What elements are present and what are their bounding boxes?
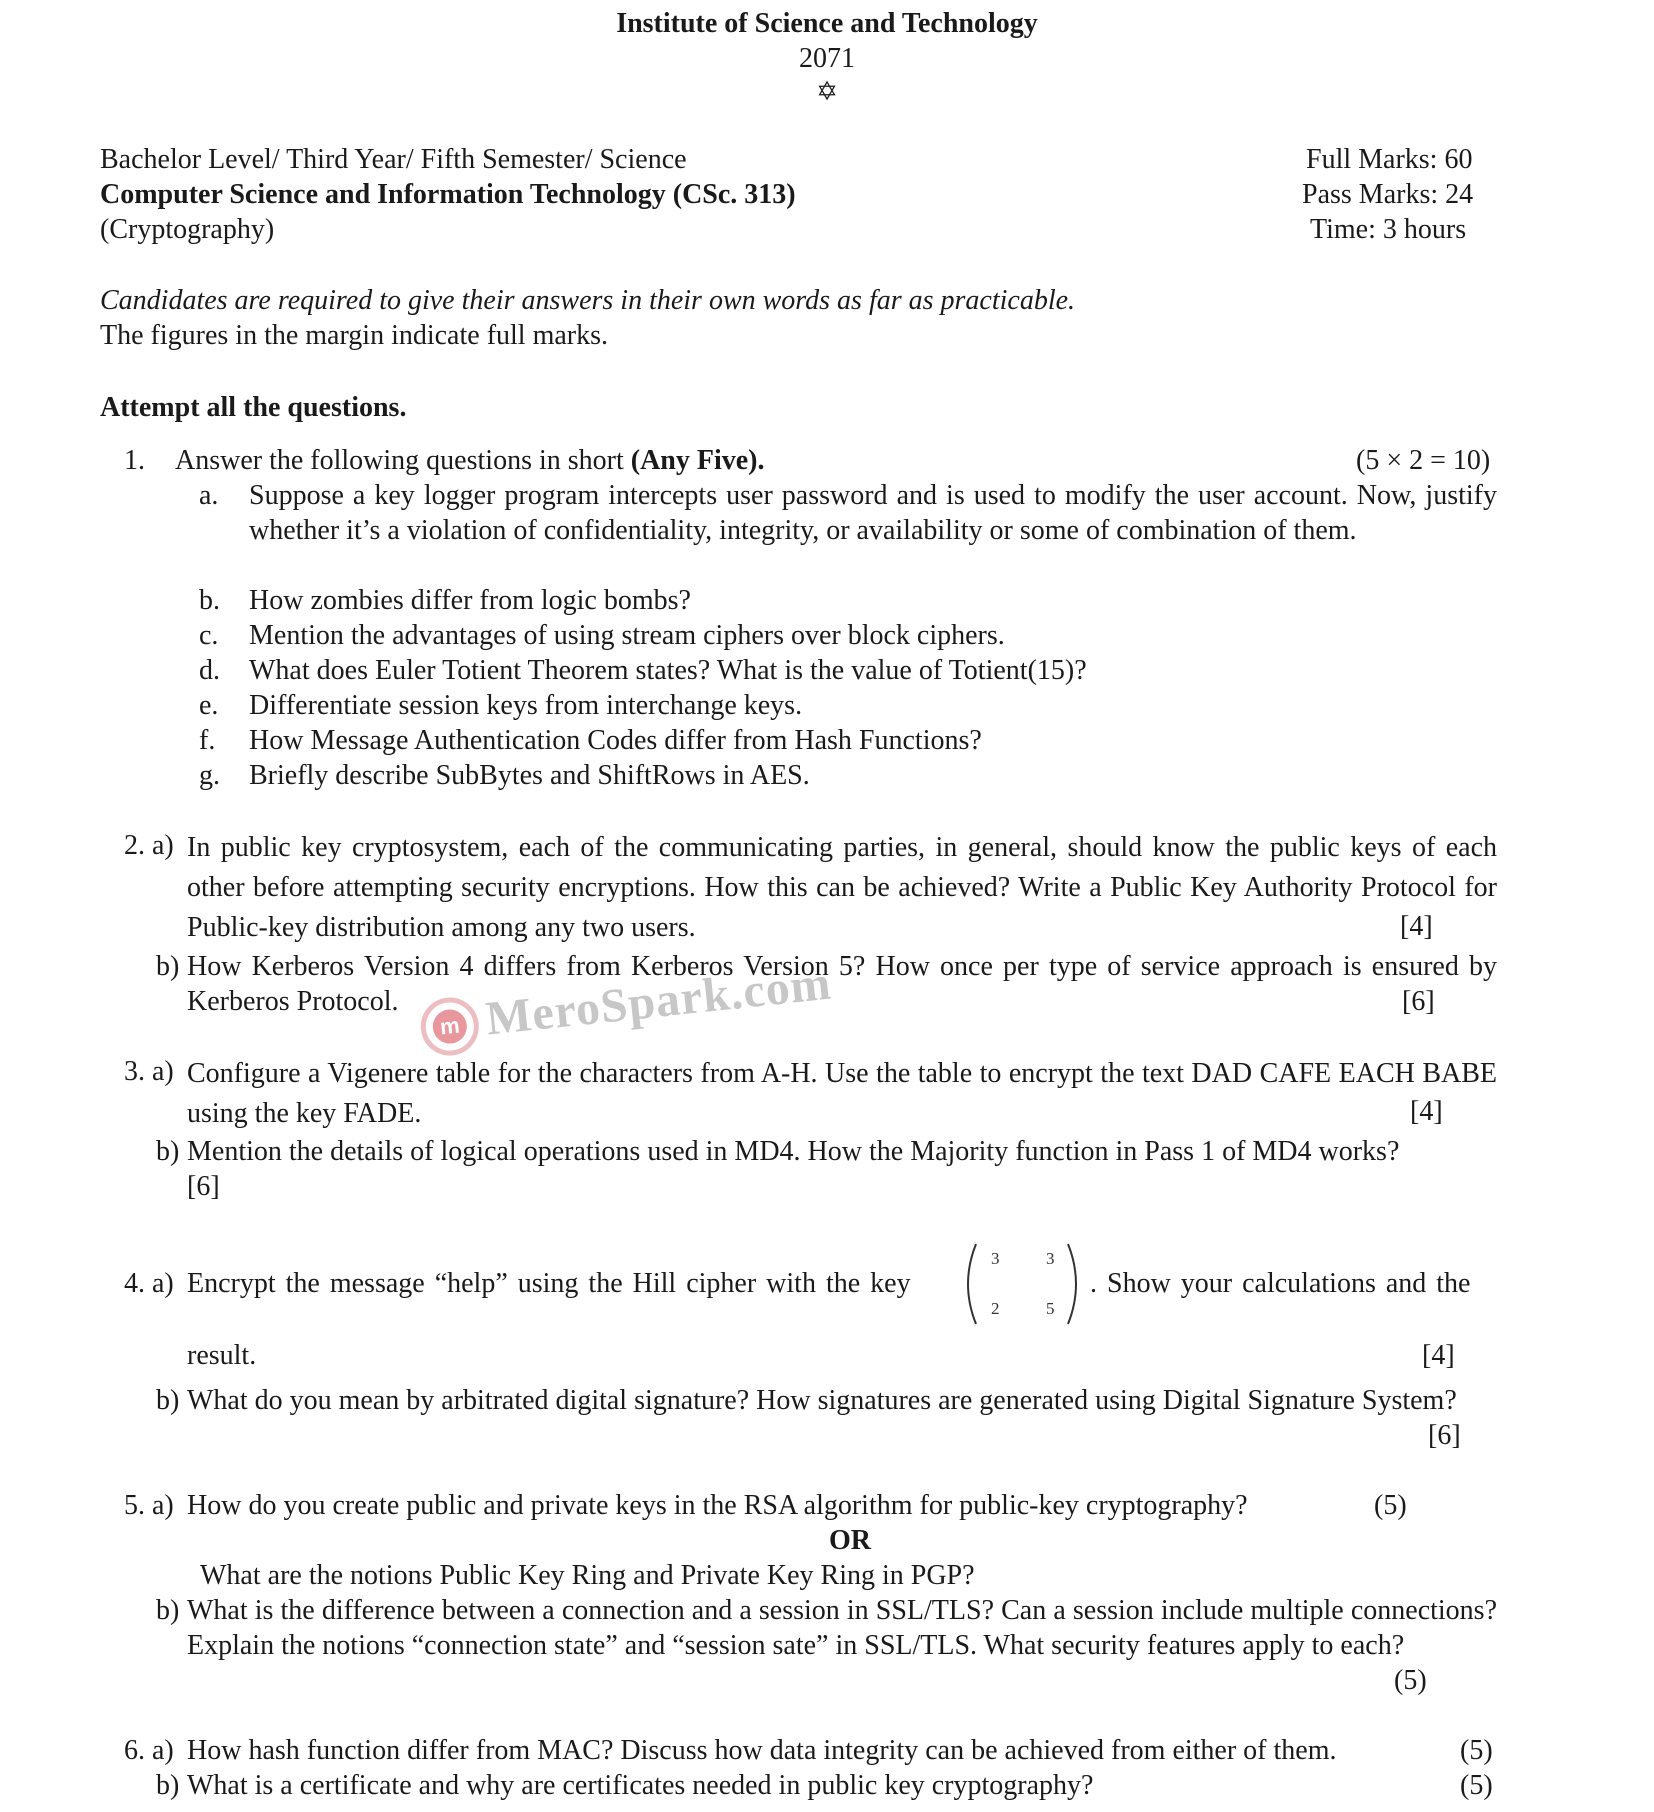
q2b-label: b) bbox=[156, 951, 180, 982]
q3b-text: Mention the details of logical operations used in MD4. How the Majority function in Pass 1 of MD4 works? bbox=[187, 1136, 1400, 1167]
q6b-marks: (5) bbox=[1460, 1770, 1493, 1801]
q1-item-label: c. bbox=[199, 620, 219, 651]
q3a-label: 3. a) bbox=[124, 1056, 174, 1087]
q4b-marks: [6] bbox=[1428, 1420, 1461, 1451]
q3a-marks: [4] bbox=[1410, 1096, 1443, 1127]
q1-any-five: (Any Five). bbox=[630, 445, 765, 476]
q1-item-label: e. bbox=[199, 690, 219, 721]
matrix-brackets bbox=[958, 1238, 1086, 1330]
q1-item-text: Briefly describe SubBytes and ShiftRows in AES. bbox=[249, 760, 810, 791]
q1-item-label: f. bbox=[199, 725, 216, 756]
q4a-marks: [4] bbox=[1422, 1340, 1455, 1371]
q6a-label: 6. a) bbox=[124, 1735, 174, 1766]
q5a-marks: (5) bbox=[1374, 1490, 1407, 1521]
q1-item-text: Suppose a key logger program intercepts user password and is used to modify the user account. Now, justify whether it’s a violation of confidentiality, integrity, or availability or some of combination of them. bbox=[249, 480, 1497, 546]
subject-name: (Cryptography) bbox=[100, 214, 275, 245]
exam-year: 2071 bbox=[799, 43, 855, 74]
q4a-text: Encrypt the message “help” using the Hill cipher with the key bbox=[187, 1268, 911, 1299]
course-title: Computer Science and Information Technology (CSc. 313) bbox=[100, 179, 796, 210]
merospark-logo-icon: m bbox=[418, 995, 482, 1059]
q4b-label: b) bbox=[156, 1385, 180, 1416]
q5b-label: b) bbox=[156, 1595, 180, 1626]
q2a-text: In public key cryptosystem, each of the communicating parties, in general, should know the public keys of each other before attempting security encryptions. How this can be achieved? Write a Public Key Authority Protocol for Public-key distribution among any two users. bbox=[187, 832, 1497, 943]
q3a-text: Configure a Vigenere table for the characters from A-H. Use the table to encrypt the text DAD CAFE EACH BABE using the key FADE. bbox=[187, 1058, 1497, 1129]
q4b-text: What do you mean by arbitrated digital signature? How signatures are generated using Digital Signature System? bbox=[187, 1385, 1457, 1416]
matrix-cell: 2 bbox=[991, 1299, 1000, 1318]
q2a-marks: [4] bbox=[1400, 911, 1433, 942]
q4a-text-after: . Show your calculations and the bbox=[1090, 1268, 1471, 1299]
star-emblem-icon: ✡ bbox=[816, 77, 838, 106]
q1-text bbox=[175, 443, 765, 478]
q3b-marks: [6] bbox=[187, 1171, 220, 1202]
q4a-label: 4. a) bbox=[124, 1268, 174, 1299]
time-allowed: Time: 3 hours bbox=[1310, 214, 1467, 245]
full-marks: Full Marks: 60 bbox=[1306, 144, 1473, 175]
q5a-alternative: What are the notions Public Key Ring and Private Key Ring in PGP? bbox=[200, 1560, 975, 1591]
q1-marks: (5 × 2 = 10) bbox=[1356, 445, 1491, 476]
q1-item-text: How Message Authentication Codes differ from Hash Functions? bbox=[249, 725, 982, 756]
q2b-text: How Kerberos Version 4 differs from Kerberos Version 5? How once per type of service approach is ensured by Kerberos Protocol. bbox=[187, 951, 1497, 1017]
level-line: Bachelor Level/ Third Year/ Fifth Semester/ Science bbox=[100, 144, 687, 175]
q4a-text-cont: result. bbox=[187, 1340, 257, 1371]
q6b-text: What is a certificate and why are certificates needed in public key cryptography? bbox=[187, 1770, 1094, 1801]
q6a-text: How hash function differ from MAC? Discuss how data integrity can be achieved from either of them. bbox=[187, 1735, 1337, 1766]
q1-item-label: a. bbox=[199, 480, 219, 511]
instruction-italic: Candidates are required to give their answers in their own words as far as practicable. bbox=[100, 285, 1076, 316]
matrix-cell: 3 bbox=[1046, 1249, 1055, 1268]
instruction-margin: The figures in the margin indicate full marks. bbox=[100, 320, 609, 351]
q5b-text: What is the difference between a connection and a session in SSL/TLS? Can a session include multiple connections? Explain the notions “connection state” and “session sate” in SSL/TLS. What security features apply to each? bbox=[187, 1595, 1497, 1661]
watermark-text: MeroSpark.com bbox=[483, 956, 834, 1046]
q1-item-label: b. bbox=[199, 585, 220, 616]
matrix-cell: 5 bbox=[1046, 1299, 1055, 1318]
q1-item-label: g. bbox=[199, 760, 220, 791]
q5b-marks: (5) bbox=[1394, 1665, 1427, 1696]
q1-item-text: What does Euler Totient Theorem states? What is the value of Totient(15)? bbox=[249, 655, 1087, 686]
q6b-label: b) bbox=[156, 1770, 180, 1801]
q1-prompt: Answer the following questions in short bbox=[175, 445, 624, 476]
hill-key-matrix bbox=[958, 1238, 1086, 1330]
q1-item-text: Differentiate session keys from interchange keys. bbox=[249, 690, 803, 721]
q1-number: 1. bbox=[124, 445, 145, 476]
pass-marks: Pass Marks: 24 bbox=[1302, 179, 1474, 210]
q6a-marks: (5) bbox=[1460, 1735, 1493, 1766]
q1-item-label: d. bbox=[199, 655, 220, 686]
q1-item-text: Mention the advantages of using stream ciphers over block ciphers. bbox=[249, 620, 1005, 651]
q5a-label: 5. a) bbox=[124, 1490, 174, 1521]
q1-item-text: How zombies differ from logic bombs? bbox=[249, 585, 691, 616]
attempt-all-heading: Attempt all the questions. bbox=[100, 392, 407, 423]
q2a-label: 2. a) bbox=[124, 830, 174, 861]
q2b-marks: [6] bbox=[1402, 986, 1435, 1017]
or-separator: OR bbox=[829, 1525, 871, 1556]
matrix-cell: 3 bbox=[991, 1249, 1000, 1268]
q5a-text: How do you create public and private keys in the RSA algorithm for public-key cryptography? bbox=[187, 1490, 1248, 1521]
q3b-label: b) bbox=[156, 1136, 180, 1167]
institute-title: Institute of Science and Technology bbox=[616, 8, 1038, 39]
